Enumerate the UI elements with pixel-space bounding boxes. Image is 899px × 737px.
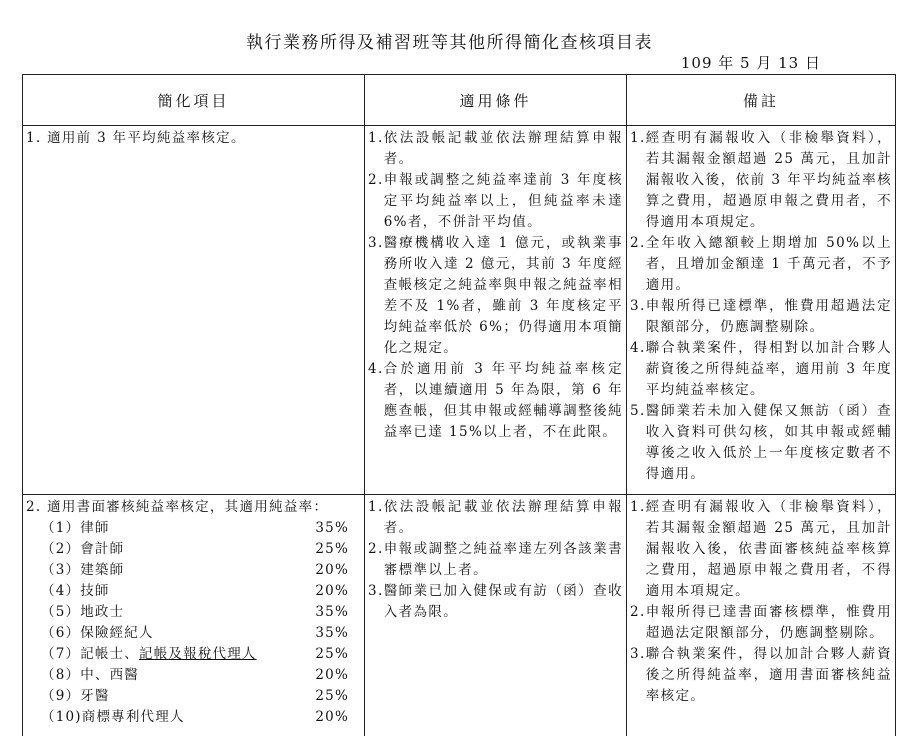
list-item-number: 1.: [630, 499, 646, 515]
row2-item-cell: [23, 495, 365, 737]
list-item-number: 2.: [630, 235, 646, 251]
rate-value: 25%: [315, 688, 349, 704]
profession-name: （1）律師: [41, 520, 110, 536]
rate-value: 20%: [315, 667, 349, 683]
rate-list-item: [41, 644, 361, 665]
rate-list-item: [41, 560, 361, 581]
document-title: 執行業務所得及補習班等其他所得簡化查核項目表: [246, 33, 653, 53]
row2-remark-cell: [627, 495, 896, 737]
list-item-text: 申報或調整之純益率達左列各該業書審標準以上者。: [383, 541, 623, 578]
profession-label: [41, 686, 110, 707]
list-item-text: 醫師業已加入健保或有訪（函）查收入者為限。: [383, 583, 623, 620]
row2-condition-list: [368, 497, 623, 623]
rate-list-item: [41, 686, 361, 707]
rate-value: 35%: [315, 625, 349, 641]
list-item: [368, 233, 623, 359]
list-item: [368, 539, 623, 581]
header-remark: 備註: [627, 75, 896, 126]
list-item: [368, 497, 623, 539]
list-item: [630, 338, 892, 401]
profession-name: （2）會計師: [41, 541, 125, 557]
list-item-number: 1.: [630, 130, 646, 146]
list-item-number: 2.: [368, 541, 384, 557]
list-item: [630, 602, 892, 644]
list-item-text: 經查明有漏報收入（非檢舉資料），若其漏報金額超過 25 萬元，且加計漏報收入後，依前 3 年平均純益率核算之費用，超過原申報之費用者，不得適用本項規定。: [645, 130, 892, 230]
rate-list-item: [41, 602, 361, 623]
profession-name: （5）地政士: [41, 604, 125, 620]
profession-label: [41, 644, 257, 665]
list-item: [368, 581, 623, 623]
list-item: [368, 128, 623, 170]
document-date: 109 年 5 月 13 日: [680, 54, 821, 72]
list-item-text: 依法設帳記載並依法辦理結算申報者。: [383, 130, 623, 167]
profession-name: （8）中、西醫: [41, 667, 139, 683]
list-item: [368, 359, 623, 443]
row1-item-cell: [23, 126, 365, 495]
profession-label: [41, 539, 124, 560]
profession-label: [41, 518, 110, 539]
profession-label: [41, 623, 154, 644]
rate-list-item: [41, 518, 361, 539]
list-item-text: 全年收入總額較上期增加 50%以上者，且增加金額達 1 千萬元者，不予適用。: [645, 235, 892, 293]
list-item-text: 申報或調整之純益率達前 3 年度核定平均純益率以上，但純益率未達 6%者，不併計平均值。: [383, 172, 623, 230]
list-item: [368, 170, 623, 233]
rate-list-item: [41, 665, 361, 686]
rate-list: [26, 518, 361, 728]
profession-name: （7）記帳士、: [41, 646, 139, 662]
row1-item-text: 1. 適用前 3 年平均純益率核定。: [26, 130, 246, 146]
profession-label: [41, 602, 124, 623]
rate-value: 20%: [315, 583, 349, 599]
list-item: [630, 497, 892, 602]
list-item: [630, 233, 892, 296]
list-item: [630, 296, 892, 338]
list-item-number: 3.: [368, 235, 384, 251]
rate-value: 25%: [315, 646, 349, 662]
profession-name-underlined: 記帳及報稅代理人: [139, 646, 257, 662]
rate-value: 20%: [315, 709, 349, 725]
rate-list-item: [41, 539, 361, 560]
rate-list-item: [41, 581, 361, 602]
list-item: [630, 128, 892, 233]
list-item-text: 申報所得已達書面審核標準，惟費用超過法定限額部分，仍應調整剔除。: [645, 604, 892, 641]
rate-value: 25%: [315, 541, 349, 557]
list-item-text: 依法設帳記載並依法辦理結算申報者。: [383, 499, 623, 536]
list-item-number: 3.: [630, 646, 646, 662]
rate-value: 20%: [315, 562, 349, 578]
header-condition: 適用條件: [365, 75, 627, 126]
profession-label: [41, 581, 110, 602]
rate-value: 35%: [315, 520, 349, 536]
profession-label: [41, 560, 124, 581]
list-item-number: 3.: [630, 298, 646, 314]
row2-condition-cell: [365, 495, 627, 737]
table-row: [23, 126, 896, 495]
header-item: 簡化項目: [23, 75, 365, 126]
list-item: [630, 644, 892, 707]
profession-label: [41, 665, 139, 686]
list-item-text: 申報所得已達標準，惟費用超過法定限額部分，仍應調整剔除。: [645, 298, 892, 335]
list-item-number: 4.: [368, 361, 384, 377]
list-item-text: 聯合執業案件，得相對以加計合夥人薪資後之所得純益率，適用前 3 年度平均純益率核定。: [645, 340, 892, 398]
list-item-text: 合於適用前 3 年平均純益率核定者，以連續適用 5 年為限，第 6 年應查帳，但其申報或經輔導調整後純益率已達 15%以上者，不在此限。: [383, 361, 623, 440]
table-header-row: [23, 75, 896, 126]
row1-condition-list: [368, 128, 623, 443]
list-item: [630, 401, 892, 485]
rate-list-item: [41, 707, 361, 728]
audit-items-table: [22, 74, 896, 736]
list-item-text: 醫師業若未加入健保又無訪（函）查收入資料可供勾核，如其申報或經輔導後之收入低於上一年度核定數者不得適用。: [645, 403, 892, 482]
list-item-text: 醫療機構收入達 1 億元，或執業事務所收入達 2 億元，其前 3 年度經查帳核定之純益率與申報之純益率相差不及 1%者，雖前 3 年度核定平均純益率低於 6%；仍得適用本項簡化之規定。: [383, 235, 623, 356]
list-item-number: 2.: [368, 172, 384, 188]
profession-name: （6）保險經紀人: [41, 625, 154, 641]
table-row: [23, 495, 896, 737]
list-item-number: 1.: [368, 499, 384, 515]
row2-remark-list: [630, 497, 892, 707]
profession-name: （4）技師: [41, 583, 110, 599]
list-item-number: 2.: [630, 604, 646, 620]
list-item-number: 3.: [368, 583, 384, 599]
profession-name: （10)商標專利代理人: [41, 709, 185, 725]
list-item-number: 4.: [630, 340, 646, 356]
list-item-number: 1.: [368, 130, 384, 146]
row1-condition-cell: [365, 126, 627, 495]
list-item-number: 5.: [630, 403, 646, 419]
list-item-text: 聯合執業案件，得以加計合夥人薪資後之所得純益率，適用書面審核純益率核定。: [645, 646, 892, 704]
row1-remark-cell: [627, 126, 896, 495]
profession-name: （3）建築師: [41, 562, 125, 578]
row1-remark-list: [630, 128, 892, 485]
rate-list-item: [41, 623, 361, 644]
profession-label: [41, 707, 185, 728]
list-item-text: 經查明有漏報收入（非檢舉資料），若其漏報金額超過 25 萬元，且加計漏報收入後，依書面審核純益率核算之費用，超過原申報之費用者，不得適用本項規定。: [645, 499, 892, 599]
row2-item-text: 2. 適用書面審核純益率核定，其適用純益率：: [26, 499, 329, 515]
rate-value: 35%: [315, 604, 349, 620]
profession-name: （9）牙醫: [41, 688, 110, 704]
